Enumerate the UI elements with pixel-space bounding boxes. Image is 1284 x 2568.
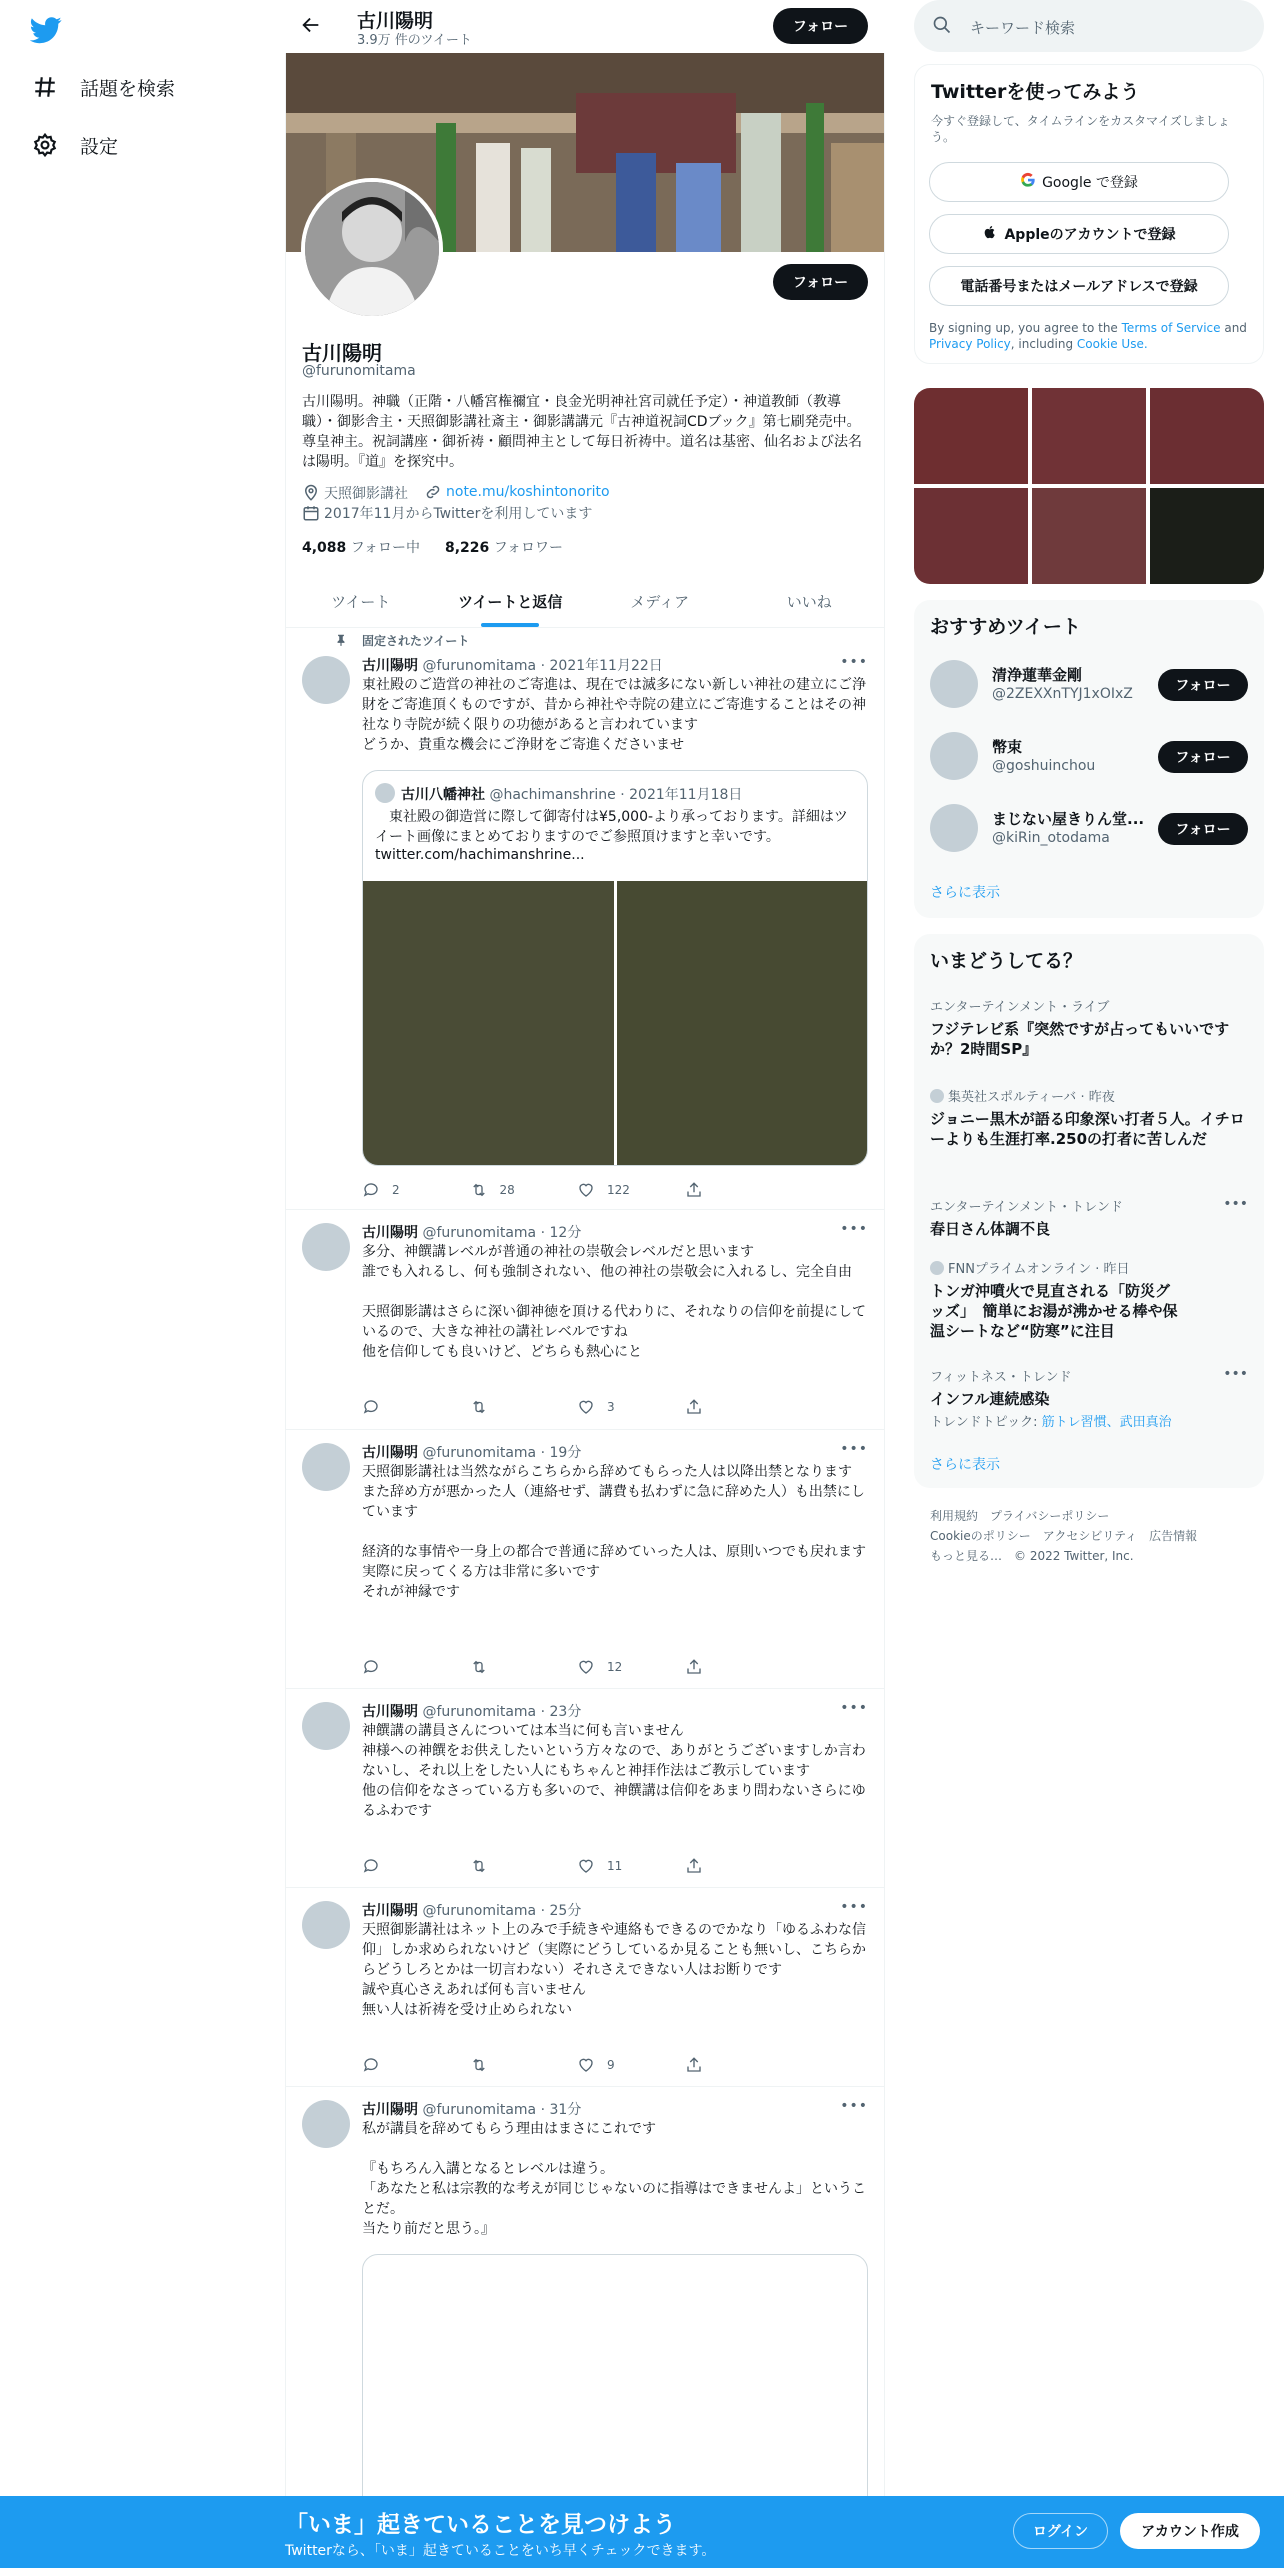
more-options-icon[interactable]: ••• (840, 654, 868, 670)
tweet[interactable] (286, 1690, 884, 1888)
apple-icon (982, 224, 998, 244)
banner-subtitle: Twitterなら、「いま」起きていることをいち早くチェックできます。 (285, 2543, 716, 2559)
header-follow-button[interactable]: フォロー (773, 8, 868, 44)
more-options-icon[interactable]: ••• (1223, 1366, 1248, 1382)
back-arrow-icon[interactable] (300, 14, 326, 40)
like-button[interactable]: 3 (577, 1397, 685, 1417)
trend-item[interactable] (930, 1086, 1248, 1149)
share-button[interactable] (685, 1397, 793, 1417)
followers-link[interactable]: 8,226 フォロワー (444, 540, 564, 556)
profile-url-text[interactable]: note.mu/koshintonorito (446, 484, 610, 500)
reply-button[interactable] (362, 1657, 470, 1677)
profile-name: 古川陽明 (302, 341, 382, 365)
reply-icon (362, 1398, 380, 1416)
follow-button[interactable]: フォロー (1158, 813, 1248, 845)
follow-button[interactable]: フォロー (1158, 669, 1248, 701)
avatar[interactable] (302, 1443, 350, 1491)
trend-category: FNNプライムオンライン · 昨日 (930, 1258, 1180, 1277)
reply-icon (362, 1181, 380, 1199)
tab-media[interactable]: メディア (630, 592, 690, 611)
heart-icon (577, 2056, 595, 2074)
profile-avatar[interactable] (301, 178, 443, 320)
suggested-user-handle[interactable]: @kiRin_otodama (992, 830, 1110, 846)
reply-button[interactable]: 2 (362, 1180, 470, 1200)
quoted-tweet-header: 古川八幡神社 @hachimanshrine · 2021年11月18日 (401, 787, 743, 803)
tweet-text: 多分、神饌講レベルが普通の神社の崇敬会レベルだと思います 誰でも入れるし、何も強制されない、他の神社の崇敬会に入れるし、完全自由 天照御影講はさらに深い御神徳を頂ける代わりに、それなりの信仰を前提にしているので、大きな神社の講社レベルですね 他を信仰しても良いけど、どちらも熱心にと (362, 1244, 866, 1360)
more-options-icon[interactable]: ••• (840, 1899, 868, 1915)
avatar[interactable] (930, 660, 978, 708)
media-thumbnail[interactable] (914, 488, 1028, 584)
tweet[interactable] (286, 1431, 884, 1689)
tweet-header: 古川陽明 @furunomitama · 23分 (362, 1704, 582, 1720)
signup-title: Twitterを使ってみよう (931, 81, 1140, 103)
avatar (930, 1261, 944, 1275)
like-button[interactable]: 11 (577, 1856, 685, 1876)
following-link[interactable]: 4,088 フォロー中 (302, 540, 421, 556)
share-icon (685, 1398, 703, 1416)
tweet-actions (362, 1856, 792, 1876)
more-options-icon[interactable]: ••• (840, 1441, 868, 1457)
share-button[interactable] (685, 1856, 793, 1876)
retweet-icon (470, 1857, 488, 1875)
google-signup-button[interactable]: Google で登録 (929, 162, 1229, 202)
tab-likes[interactable]: いいね (786, 592, 832, 611)
profile-handle: @furunomitama (302, 363, 416, 379)
share-icon (685, 1658, 703, 1676)
media-thumbnail[interactable] (1150, 388, 1264, 484)
pinned-tweet[interactable] (286, 628, 884, 1210)
avatar (930, 1089, 944, 1103)
tweet-time[interactable]: 2021年11月22日 (549, 658, 663, 674)
tweet-header: 古川陽明 @furunomitama · 19分 (362, 1445, 582, 1461)
show-more-link[interactable]: さらに表示 (930, 885, 1000, 901)
tweet[interactable] (286, 1211, 884, 1430)
more-options-icon[interactable]: ••• (840, 1700, 868, 1716)
trend-title: ジョニー黒木が語る印象深い打者５人。イチローよりも生涯打率.250の打者に苦しんだ (930, 1110, 1245, 1148)
trend-item[interactable] (930, 1196, 1248, 1239)
more-options-icon[interactable]: ••• (840, 1221, 868, 1237)
show-more-link[interactable]: さらに表示 (930, 1457, 1000, 1473)
trend-title: フジテレビ系『突然ですが占ってもいいですか？2時間SP』 (930, 1020, 1230, 1058)
quoted-tweet-link[interactable]: twitter.com/hachimanshrine... (375, 847, 585, 863)
tweet-header: 古川陽明 @furunomitama · 2021年11月22日 (362, 658, 663, 674)
suggested-user-name[interactable]: 幣束 (992, 738, 1023, 756)
retweet-button[interactable] (470, 1856, 578, 1876)
search-icon (932, 15, 952, 39)
retweet-icon (470, 1398, 488, 1416)
media-thumbnail[interactable] (914, 388, 1028, 484)
header-tweet-count: 3.9万 件のツイート (357, 33, 472, 48)
avatar[interactable] (302, 1702, 350, 1750)
suggested-user-name[interactable]: まじない屋きりん堂... (992, 810, 1145, 828)
heart-icon (577, 1857, 595, 1875)
retweet-button[interactable] (470, 2055, 578, 2075)
reply-icon (362, 2056, 380, 2074)
media-grid (914, 388, 1264, 584)
suggested-user-handle[interactable]: @2ZEXXnTYJ1xOIxZ (992, 686, 1133, 702)
like-button[interactable]: 12 (577, 1657, 685, 1677)
suggested-user-name[interactable]: 清浄蓮華金剛 (992, 666, 1083, 684)
profile-url[interactable] (424, 483, 610, 501)
tweet-image[interactable] (363, 881, 614, 1166)
banner-title: 「いま」起きていることを見つけよう (285, 2512, 676, 2538)
tweet-author-handle[interactable]: @furunomitama (422, 658, 537, 674)
like-button[interactable]: 122 (577, 1180, 685, 1200)
location-pin-icon (302, 484, 320, 502)
tweet-actions (362, 2055, 792, 2075)
tweet-text: 天照御影講社はネット上のみで手続きや連絡もできるのでかなり「ゆるふわな信仰」しか求められないけど（実際にどうしているか見ることも無いし、こちらからどうしろとかは一切言わない）それさえできない人はお断りです 誠や真心さえあれば何も言いません 無い人は祈祷を受け止められない (362, 1922, 866, 2018)
calendar-icon (302, 504, 320, 522)
trends-title: いまどうしてる？ (930, 950, 1083, 972)
suggested-title: おすすめツイート (930, 616, 1081, 638)
tab-tweets[interactable]: ツイート (331, 592, 391, 611)
trend-category: エンターテインメント・トレンド (930, 1200, 1123, 1215)
heart-icon (577, 1398, 595, 1416)
cookie-link[interactable]: Cookie Use. (1076, 337, 1148, 351)
footer-links[interactable]: 利用規約 プライバシーポリシー Cookieのポリシー アクセシビリティ 広告情報 もっと見る… © 2022 Twitter, Inc. (930, 1509, 1198, 1563)
google-icon (1020, 172, 1036, 192)
suggested-users-card (914, 600, 1264, 918)
heart-icon (577, 1658, 595, 1676)
tweet-header: 古川陽明 @furunomitama · 31分 (362, 2102, 582, 2118)
signup-terms: By signing up, you agree to the Terms of Service and Privacy Policy, including Cookie Use. (929, 321, 1247, 351)
trend-title: インフル連続感染 (930, 1390, 1050, 1408)
share-icon (685, 1857, 703, 1875)
signup-subtitle: 今すぐ登録して、タイムラインをカスタマイズしましょう。 (931, 114, 1230, 144)
retweet-button[interactable] (470, 1657, 578, 1677)
tweet-text: 私が講員を辞めてもらう理由はまさにこれです 『もちろん入講となるとレベルは違う。 「あなたと私は宗教的な考えが同じじゃないのに指導はできませんよ」ということだ。 当たり前だと思う。』 (362, 2121, 866, 2237)
privacy-link[interactable]: Privacy Policy (929, 337, 1011, 351)
nav-settings-label: 設定 (80, 135, 119, 158)
trend-title: トンガ沖噴火で見直される「防災グッズ」 簡単にお湯が沸かせる棒や保温シートなど“防寒”に注目 (930, 1282, 1178, 1340)
heart-icon (577, 1181, 595, 1199)
retweet-button[interactable]: 28 (470, 1180, 578, 1200)
retweet-icon (470, 1181, 488, 1199)
quoted-tweet[interactable] (362, 2254, 868, 2514)
tweet-text: 天照御影講社は当然ながらこちらから辞めてもらった人は以降出禁となります また辞め方が悪かった人（連絡せず、講費も払わずに急に辞めた人）も出禁にしています 経済的な事情や一身上の都合で普通に辞めていった人は、原則いつでも戻れます 実際に戻ってくる方は非常に多いです それが神縁です (362, 1464, 866, 1600)
trend-category: エンターテインメント・ライブ (930, 1000, 1110, 1015)
profile-bio: 古川陽明。神職（正階・八幡宮権禰宜・良金光明神社宮司就任予定）・神道教師（教導職）・御影舎主・天照御影講社斎主・御影講講元『古神道祝詞CDブック』第七刷発売中。尊皇神主。祝詞講座・御祈祷・顧問神主として毎日祈祷中。道名は基密、仙名および法名は陽明。『道』を探究中。 (302, 394, 862, 470)
retweet-icon (470, 2056, 488, 2074)
phone-email-signup-button[interactable]: 電話番号またはメールアドレスで登録 (929, 266, 1229, 306)
retweet-button[interactable] (470, 1397, 578, 1417)
avatar[interactable] (930, 804, 978, 852)
gear-icon (30, 130, 60, 160)
tweet-header: 古川陽明 @furunomitama · 25分 (362, 1903, 582, 1919)
follow-stats (302, 537, 563, 557)
login-button[interactable]: ログイン (1013, 2513, 1108, 2549)
share-icon (685, 1181, 703, 1199)
media-thumbnail[interactable] (1032, 488, 1146, 584)
reply-button[interactable] (362, 2055, 470, 2075)
trend-title: 春日さん体調不良 (930, 1220, 1051, 1238)
trend-item[interactable] (930, 1258, 1180, 1341)
nav-explore-label: 話題を検索 (80, 77, 176, 100)
tweet[interactable] (286, 1889, 884, 2087)
signup-card (914, 64, 1264, 364)
search-input[interactable]: キーワード検索 (970, 19, 1076, 37)
trend-subtopics: トレンドトピック: 筋トレ習慣、武田真治 (930, 1415, 1172, 1430)
trends-card (914, 934, 1264, 1488)
profile-location-text: 天照御影講社 (324, 486, 408, 502)
tweet-actions (362, 1180, 792, 1200)
reply-button[interactable] (362, 1397, 470, 1417)
retweet-icon (470, 1658, 488, 1676)
avatar[interactable] (930, 732, 978, 780)
quoted-tweet-text: 東社殿の御造営に際して御寄付は¥5,000-より承っております。詳細はツイート画像にまとめておりますのでご参照頂けますと幸いです。 (375, 809, 848, 845)
pinned-label: 固定されたツイート (362, 634, 470, 648)
tweet-actions (362, 1657, 792, 1677)
profile-joined (302, 503, 592, 523)
follow-button[interactable]: フォロー (1158, 741, 1248, 773)
more-options-icon[interactable]: ••• (840, 2098, 868, 2114)
like-button[interactable]: 9 (577, 2055, 685, 2075)
search-box[interactable] (914, 0, 1264, 52)
nav-settings[interactable] (30, 120, 118, 170)
reply-button[interactable] (362, 1856, 470, 1876)
profile-location (302, 483, 408, 503)
share-icon (685, 2056, 703, 2074)
avatar (375, 783, 395, 803)
header-profile-name: 古川陽明 (357, 10, 434, 32)
terms-link[interactable]: Terms of Service (1121, 321, 1221, 335)
profile-joined-text: 2017年11月からTwitterを利用しています (324, 506, 593, 522)
share-button[interactable] (685, 1180, 793, 1200)
tweet-image[interactable] (617, 881, 868, 1166)
tab-tweets-and-replies[interactable]: ツイートと返信 (436, 575, 586, 627)
avatar[interactable] (302, 1901, 350, 1949)
share-button[interactable] (685, 1657, 793, 1677)
tweet-actions (362, 1397, 792, 1417)
profile-tabs (286, 575, 884, 628)
trend-item[interactable] (930, 996, 1248, 1059)
avatar[interactable] (302, 656, 350, 704)
link-icon (424, 483, 442, 501)
create-account-button[interactable]: アカウント作成 (1120, 2513, 1260, 2549)
tweet-text: 東社殿のご造営の神社のご寄進は、現在では滅多にない新しい神社の建立にご浄財をご寄進頂くものですが、昔から神社や寺院の建立にご寄進することはその神社なり寺院が続く限りの功徳があると言われています どうか、貴重な機会にご浄財をご寄進くださいませ (362, 677, 866, 753)
signup-banner (0, 2496, 1284, 2568)
quoted-tweet[interactable] (362, 770, 868, 1166)
media-thumbnail[interactable] (1150, 488, 1264, 584)
share-button[interactable] (685, 2055, 793, 2075)
trend-category: フィットネス・トレンド (930, 1370, 1072, 1385)
media-thumbnail[interactable] (1032, 388, 1146, 484)
avatar[interactable] (302, 1223, 350, 1271)
pin-icon (334, 632, 348, 651)
tweet[interactable] (286, 2088, 884, 2496)
suggested-user-handle[interactable]: @goshuinchou (992, 758, 1096, 774)
trend-item[interactable] (930, 1366, 1248, 1430)
trend-category: 集英社スポルティーバ · 昨夜 (930, 1086, 1248, 1105)
avatar[interactable] (302, 2100, 350, 2148)
reply-icon (362, 1857, 380, 1875)
profile-follow-button[interactable]: フォロー (773, 264, 868, 300)
hashtag-icon (30, 72, 60, 102)
tweet-author-name[interactable]: 古川陽明 (362, 658, 418, 674)
tweet-text: 神饌講の講員さんについては本当に何も言いません 神様への神饌をお供えしたいという方々なので、ありがとうございますしか言わないし、それ以上をしたい人にもちゃんと神拝作法はご教示しています 他の信仰をなさっている方も多いので、神饌講は信仰をあまり問わないさらにゆるふわです (362, 1723, 866, 1819)
twitter-logo-icon[interactable] (30, 14, 70, 44)
nav-explore[interactable] (30, 62, 175, 112)
tweet-header: 古川陽明 @furunomitama · 12分 (362, 1225, 582, 1241)
apple-signup-button[interactable]: Appleのアカウントで登録 (929, 214, 1229, 254)
reply-icon (362, 1658, 380, 1676)
more-options-icon[interactable]: ••• (1223, 1196, 1248, 1212)
